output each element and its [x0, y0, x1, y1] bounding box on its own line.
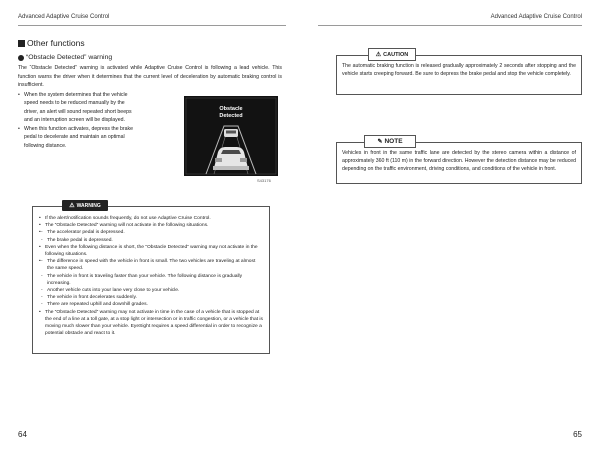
list-item: • When the system determines that the vehicle speed needs to be reduced manually by the driver, an alert will sound repeated short beeps and an interruption screen will be displayed. [18, 91, 136, 125]
display-label-line1: Obstacle [219, 106, 243, 112]
section-title [18, 38, 282, 48]
note-label [364, 135, 416, 148]
note-pencil-icon: ✎ [377, 139, 383, 145]
list-item: - • The difference in speed with the vehicle in front is small. The two vehicles are traveling at almost the same speed. [39, 258, 263, 272]
note-text: Vehicles in front in the same traffic lane are detected by the stereo camera within a distance of approximately 360 ft (110 m) in the forward direction. However the detection distance may be reduced depending on the traffic environment, driving conditions, and conditions of the vehicle in front. [342, 150, 576, 172]
list-item: - Another vehicle cuts into your lane very close to your vehicle. [39, 287, 263, 294]
list-item: - There are repeated uphill and downhill grades. [39, 301, 263, 308]
section-title-text: Other functions [27, 38, 85, 48]
running-header-left: Advanced Adaptive Cruise Control [18, 14, 110, 20]
subsection-title [18, 54, 282, 61]
image-code: S43176 [257, 178, 271, 183]
list-item: • The “Obstacle Detected” warning will not activate in the following situations. [39, 222, 263, 229]
obstacle-detected-display-image [184, 96, 278, 176]
warning-triangle-icon: ⚠ [69, 203, 75, 209]
warning-label-text: WARNING [76, 202, 101, 209]
list-item: • When this function activates, depress the brake pedal to decelerate and maintain an optimal following distance. [18, 125, 136, 151]
warning-label [62, 200, 108, 211]
list-item: - • The accelerator pedal is depressed. [39, 229, 263, 236]
list-item: • If the alert/notification sounds frequently, do not use Adaptive Cruise Control. [39, 215, 263, 222]
caution-triangle-icon: ⚠ [375, 52, 382, 58]
subsection-title-text: “Obstacle Detected” warning [26, 54, 113, 61]
car-graphic-icon [184, 96, 278, 176]
page-number-left: 64 [18, 430, 27, 439]
square-bullet-icon [18, 40, 25, 47]
header-rule-right [318, 25, 582, 26]
warning-list [39, 215, 263, 337]
note-label-text: NOTE [384, 138, 403, 145]
list-item: • The “Obstacle Detected” warning may not activate in time in the case of a vehicle that is stopped at the end of a line at a toll gate, at a stop light or intersection or in traffic congestion, or a vehicle that is moving much slower than your vehicle. EyeSight requires a speed differential in order to recognize a potential obstacle and react to it. [39, 309, 263, 338]
list-item: - The vehicle in front is traveling faster than your vehicle. The following distance is gradually increasing. [39, 273, 263, 287]
list-item: • Even when the following distance is short, the “Obstacle Detected” warning may not activate in the following situations. [39, 244, 263, 258]
warning-box [32, 206, 270, 354]
intro-paragraph: The “Obstacle Detected” warning is activated while Adaptive Cruise Control is following a lead vehicle. This function warns the driver when it determines that the current level of deceleration by automatic braking control is insufficient. [18, 65, 282, 88]
note-box [336, 142, 582, 184]
list-item: - The brake pedal is depressed. [39, 237, 263, 244]
caution-label-text: CAUTION [383, 51, 409, 58]
function-bullets [18, 91, 136, 151]
circle-bullet-icon [18, 55, 24, 61]
caution-box [336, 55, 582, 95]
caution-text: The automatic braking function is released gradually approximately 2 seconds after stopping and the vehicle starts creeping forward. Be sure to depress the brake pedal and stop the vehicle completely. [342, 63, 576, 77]
running-header-right: Advanced Adaptive Cruise Control [490, 14, 582, 20]
header-rule-left [18, 25, 286, 26]
list-item: - The vehicle in front decelerates suddenly. [39, 294, 263, 301]
display-label-line2: Detected [219, 112, 243, 119]
caution-label [368, 48, 416, 61]
page-number-right: 65 [573, 430, 582, 439]
